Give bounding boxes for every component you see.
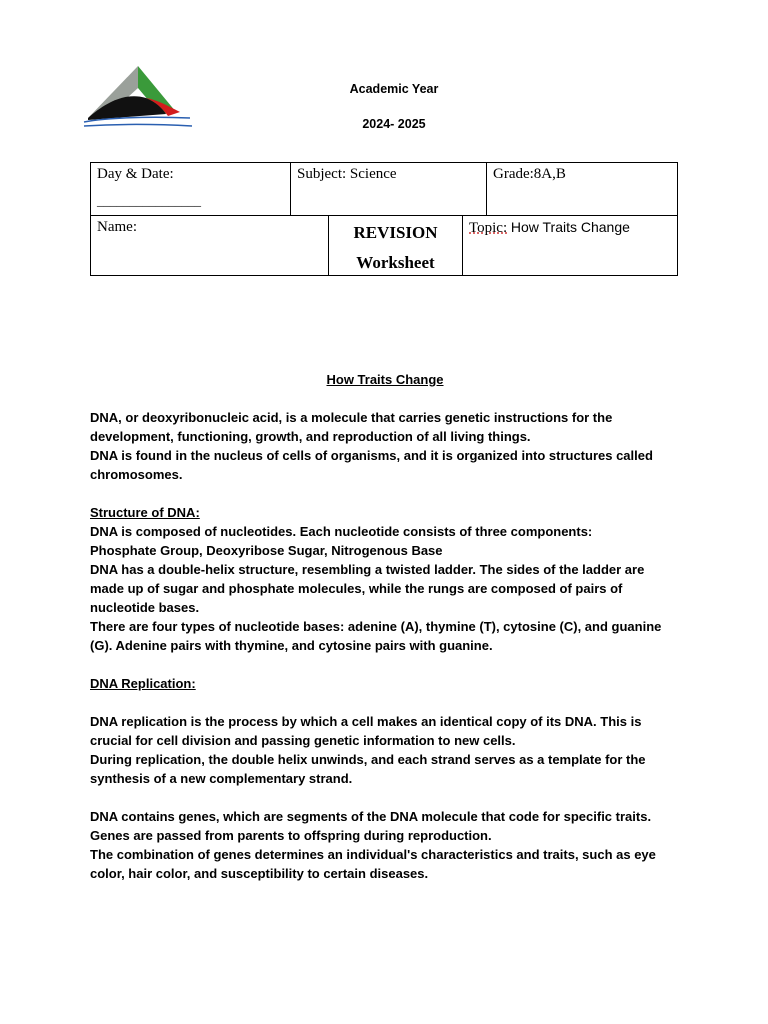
academic-year-label: Academic Year	[349, 82, 439, 96]
worksheet-label: Worksheet	[356, 253, 435, 272]
structure-paragraph: Phosphate Group, Deoxyribose Sugar, Nitrogenous Base	[90, 543, 443, 558]
info-table-row-2	[90, 215, 678, 276]
structure-paragraph: DNA has a double-helix structure, resembling a twisted ladder. The sides of the ladder are made up of sugar and phosphate molecules, while the rungs are composed of pairs of nucleotide bases.	[90, 562, 645, 615]
name-label: Name:	[97, 219, 137, 235]
info-table-row-1	[90, 162, 678, 216]
structure-paragraph: There are four types of nucleotide bases: adenine (A), thymine (T), cytosine (C), and guanine (G). Adenine pairs with thymine, and cytosine pairs with guanine.	[90, 619, 662, 653]
genes-paragraph: The combination of genes determines an individual's characteristics and traits, such as eye color, hair color, and susceptibility to certain diseases.	[90, 847, 656, 881]
structure-heading: Structure of DNA:	[90, 505, 200, 520]
subject-cell: Subject: Science	[291, 163, 487, 215]
replication-paragraph: During replication, the double helix unwinds, and each strand serves as a template for the synthesis of a new complementary strand.	[90, 752, 646, 786]
content-title: How Traits Change	[326, 372, 444, 387]
day-date-blank[interactable]: ________________	[97, 193, 201, 208]
academic-year: 2024- 2025	[362, 117, 426, 131]
genes-paragraph: Genes are passed from parents to offspring during reproduction.	[90, 828, 492, 843]
revision-label: REVISION	[353, 223, 438, 242]
structure-paragraph: DNA is composed of nucleotides. Each nucleotide consists of three components:	[90, 524, 593, 539]
topic-label: Topic:	[469, 220, 508, 236]
replication-heading: DNA Replication:	[90, 676, 196, 691]
worksheet-title-cell	[329, 216, 463, 275]
day-date-cell	[91, 163, 291, 215]
genes-paragraph: DNA contains genes, which are segments of the DNA molecule that code for specific traits.	[90, 809, 652, 824]
intro-paragraph: DNA, or deoxyribonucleic acid, is a molecule that carries genetic instructions for the development, functioning, growth, and reproduction of all living things.	[90, 410, 613, 444]
worksheet-content	[90, 370, 680, 883]
name-cell[interactable]	[91, 216, 329, 275]
topic-cell	[463, 216, 677, 275]
intro-paragraph: DNA is found in the nucleus of cells of organisms, and it is organized into structures called chromosomes.	[90, 448, 653, 482]
day-date-label: Day & Date:	[97, 166, 174, 182]
grade-cell: Grade:8A,B	[493, 166, 566, 182]
topic-value: How Traits Change	[510, 219, 630, 235]
replication-paragraph: DNA replication is the process by which a cell makes an identical copy of its DNA. This is crucial for cell division and passing genetic information to new cells.	[90, 714, 642, 748]
